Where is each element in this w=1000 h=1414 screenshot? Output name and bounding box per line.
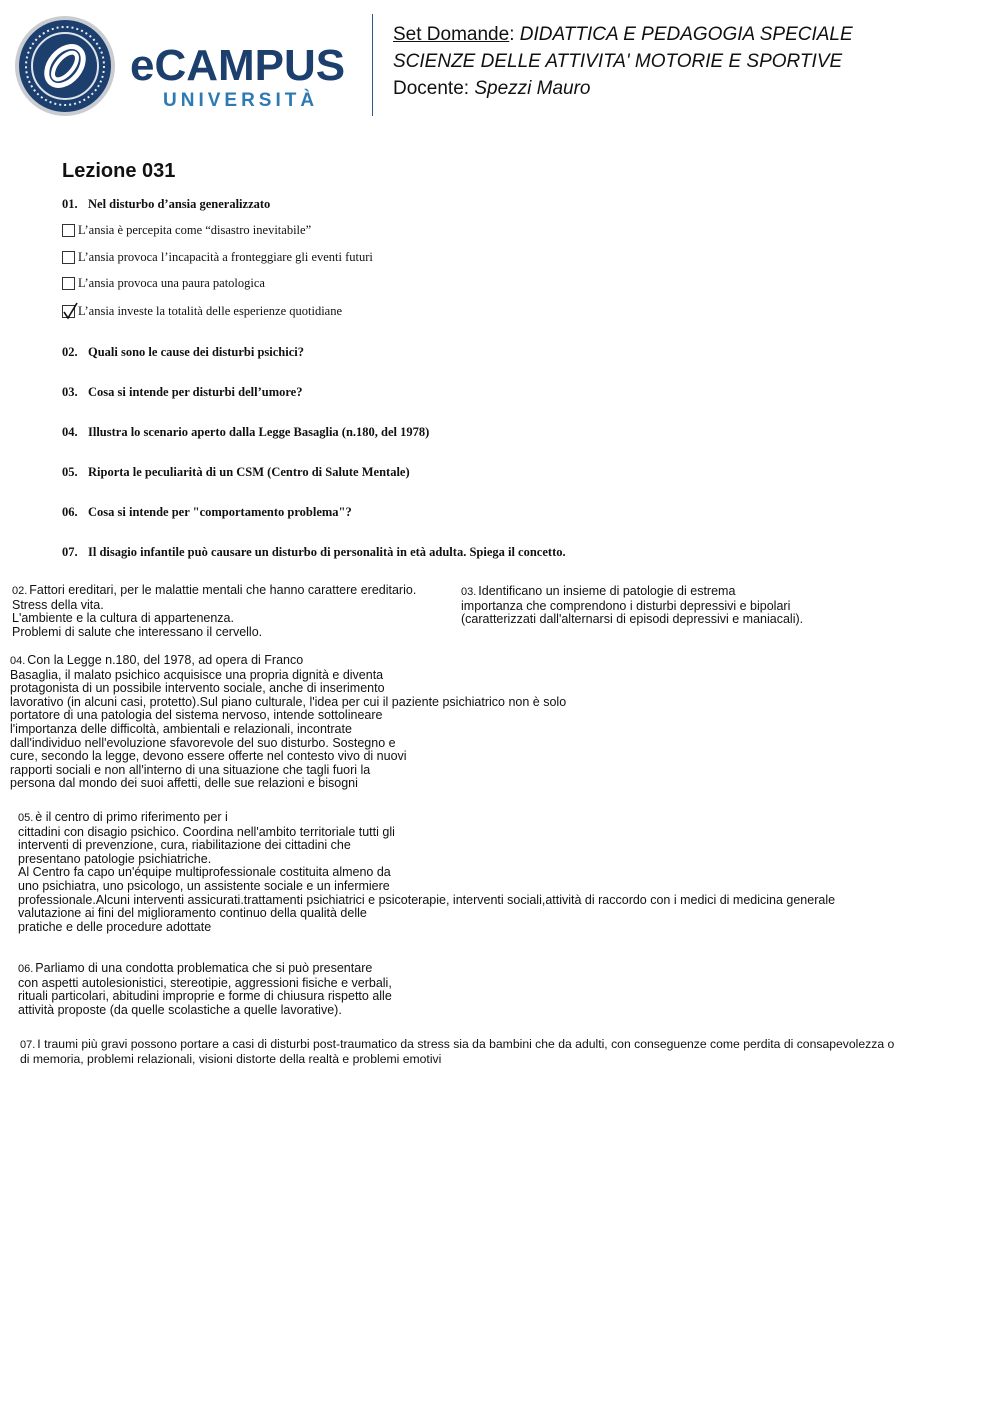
checkbox-checked[interactable] [62, 305, 75, 318]
answer-06 [18, 962, 392, 1017]
checkbox-unchecked[interactable] [62, 277, 75, 290]
teacher-label: Docente: [393, 78, 470, 99]
question-number: 03. [62, 385, 78, 399]
question-text: Illustra lo scenario aperto dalla Legge Basaglia (n.180, del 1978) [88, 425, 430, 439]
question-number: 06. [62, 505, 78, 519]
course-line-1: DIDATTICA E PEDAGOGIA SPECIALE [519, 24, 853, 45]
question-text: Riporta le peculiarità di un CSM (Centro di Salute Mentale) [88, 465, 410, 479]
question-text: Quali sono le cause dei disturbi psichici? [88, 345, 305, 359]
answer-text: Con la Legge n.180, del 1978, ad opera di Franco Basaglia, il malato psichico acquisisce una propria dignità e diventa protagonista di un possibile intervento sociale, anche di inserimento lavorativo (in alcuni casi, protetto).Sul piano culturale, l'idea per cui il paziente psichiatrico non è solo portatore di una patologia del sistema nervoso, intende sottolineare l'importanza delle difficoltà, ambientali e relazionali, incontrate dall'individuo nell'evoluzione sfavorevole del suo disturbo. Sostegno e cure, secondo la legge, devono essere offerte nel contesto vivo di nuovi rapporti sociali e non all'interno di una situazione che tagli fuori la persona dal mondo dei suoi affetti, delle sue relazioni e bisogni [10, 653, 567, 791]
question-number: 02. [62, 345, 78, 359]
teacher-name: Spezzi Mauro [474, 78, 591, 99]
answer-text: I traumi più gravi possono portare a casi di disturbi post-traumatico da stress sia da bambini che da adulti, con conseguenze come perdita di consapevolezza o di memoria, problemi relazionali, visioni distorte della realtà e problemi emotivi [20, 1037, 895, 1066]
checkbox-unchecked[interactable] [62, 224, 75, 237]
checkbox-unchecked[interactable] [62, 251, 75, 264]
answer-03 [461, 585, 803, 627]
option-text: L’ansia investe la totalità delle esperienze quotidiane [78, 304, 343, 318]
question-number: 01. [62, 197, 78, 211]
option-text: L’ansia provoca l’incapacità a fronteggiare gli eventi futuri [78, 250, 373, 264]
set-domande-line [393, 24, 853, 46]
lesson-title: Lezione 031 [62, 160, 176, 182]
answer-number: 06. [18, 963, 34, 975]
answer-option[interactable] [62, 250, 373, 265]
question-text: Il disagio infantile può causare un disturbo di personalità in età adulta. Spiega il concetto. [88, 545, 566, 559]
answer-number: 07. [20, 1039, 36, 1051]
answer-option-correct[interactable] [62, 304, 342, 319]
question-02 [62, 345, 304, 360]
question-07 [62, 545, 566, 560]
set-label: Set Domande [393, 24, 510, 45]
question-03 [62, 385, 302, 400]
answer-number: 05. [18, 812, 34, 824]
teacher-line [393, 78, 591, 100]
answer-text: Identificano un insieme di patologie di estrema importanza che comprendono i disturbi depressivi e bipolari (caratterizzati dall'alternarsi di episodi depressivi e maniacali). [461, 584, 804, 627]
answer-text: è il centro di primo riferimento per i cittadini con disagio psichico. Coordina nell'ambito territoriale tutti gli interventi di prevenzione, cura, riabilitazione dei cittadini che presentano patologie psichiatriche. Al Centro fa capo un'équipe multiprofessionale costituita almeno da uno psichiatra, uno psicologo, un assistente sociale e un infermiere professionale.Alcuni interventi assicurati.trattamenti psichiatrici e psicoterapie, interventi sociali,attività di raccordo con i medici di medicina generale valutazione ai fini del miglioramento continuo della qualità delle pratiche e delle procedure adottate [18, 810, 836, 934]
answer-04 [10, 654, 566, 791]
answer-text: Fattori ereditari, per le malattie mentali che hanno carattere ereditario. Stress della vita. L'ambiente e la cultura di appartenenza. Problemi di salute che interessano il cervello. [12, 583, 417, 639]
course-line-2: SCIENZE DELLE ATTIVITA' MOTORIE E SPORTIVE [393, 51, 843, 72]
question-text: Cosa si intende per "comportamento problema"? [88, 505, 352, 519]
answer-option[interactable] [62, 276, 265, 291]
answer-number: 03. [461, 586, 477, 598]
question-number: 07. [62, 545, 78, 559]
answer-option[interactable] [62, 223, 311, 238]
answer-07 [20, 1038, 894, 1066]
question-05 [62, 465, 410, 480]
question-text: Nel disturbo d’ansia generalizzato [88, 197, 271, 211]
option-text: L’ansia è percepita come “disastro inevitabile” [78, 223, 312, 237]
logo-sub-text: UNIVERSITÀ [163, 90, 319, 111]
question-number: 05. [62, 465, 78, 479]
question-text: Cosa si intende per disturbi dell’umore? [88, 385, 303, 399]
checkmark-icon [62, 302, 78, 320]
university-seal-icon [14, 15, 116, 117]
answer-number: 02. [12, 585, 28, 597]
course-line-2-row [393, 51, 842, 73]
question-06 [62, 505, 352, 520]
answer-05 [18, 811, 835, 934]
question-01 [62, 197, 270, 212]
ecampus-logo [130, 40, 358, 115]
answer-02 [12, 584, 416, 639]
header-divider [372, 14, 373, 116]
answer-text: Parliamo di una condotta problematica che si può presentare con aspetti autolesionistici, stereotipie, aggressioni fisiche e verbali, rituali particolari, abitudini improprie e forme di chiusura rispetto alle attività proposte (da quelle scolastiche a quelle lavorative). [18, 961, 392, 1017]
answer-number: 04. [10, 655, 26, 667]
logo-brand-text: eCAMPUS [130, 41, 346, 90]
option-text: L’ansia provoca una paura patologica [78, 276, 265, 290]
question-number: 04. [62, 425, 78, 439]
set-separator: : [509, 24, 515, 45]
question-04 [62, 425, 429, 440]
